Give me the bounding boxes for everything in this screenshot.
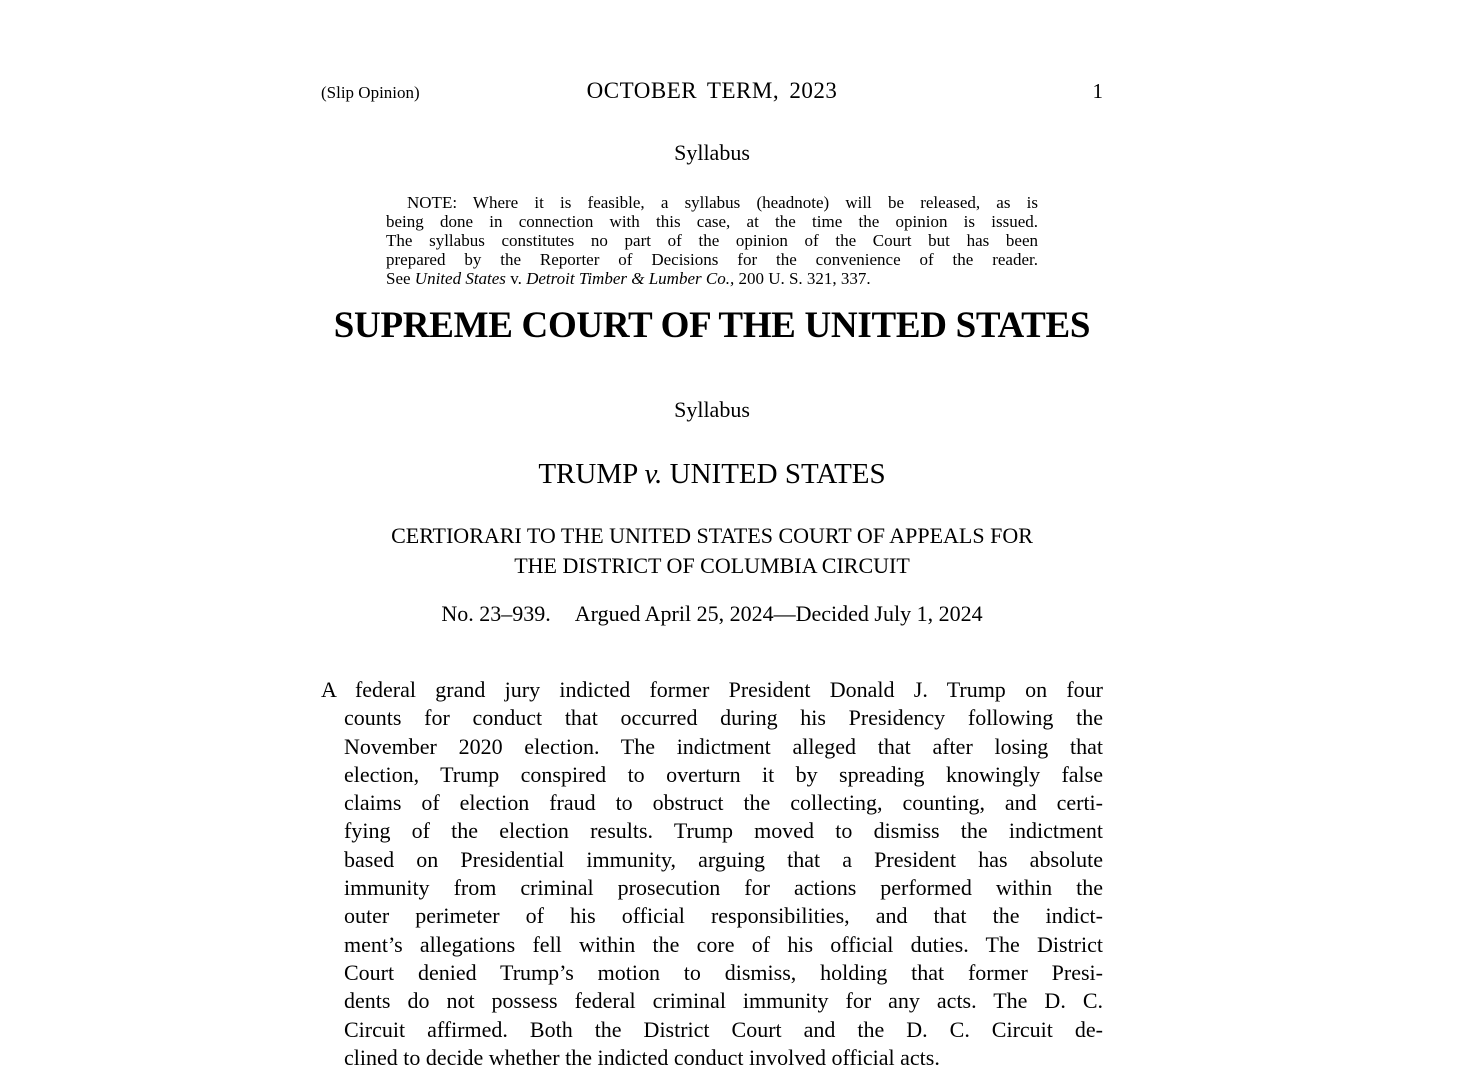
body-line: outer perimeter of his official responsibilities, and that the indict- [344, 903, 1103, 929]
body-line: fying of the election results. Trump moved to dismiss the indictment [344, 818, 1103, 844]
note-cite: 200 U. S. 321, 337. [734, 269, 871, 288]
petitioner: TRUMP [538, 458, 645, 490]
running-header [321, 78, 1103, 108]
body-line: based on Presidential immunity, arguing that a President has absolute [344, 846, 1103, 872]
docket-number: No. 23–939. [441, 601, 551, 626]
case-caption [321, 458, 1103, 491]
note-case-a: United States [414, 269, 506, 288]
body-line: claims of election fraud to obstruct the collecting, counting, and certi- [344, 790, 1103, 816]
body-line: A federal grand jury indicted former President Donald J. Trump on four [321, 677, 1103, 702]
body-line: immunity from criminal prosecution for actions performed within the [344, 875, 1103, 901]
note-line: The syllabus constitutes no part of the opinion of the Court but has been [386, 231, 1038, 250]
note-citation-line [386, 269, 1038, 288]
note-line: being done in connection with this case, at the time the opinion is issued. [386, 212, 1038, 231]
court-title: SUPREME COURT OF THE UNITED STATES [333, 305, 1091, 346]
body-line: counts for conduct that occurred during his Presidency following the [344, 705, 1103, 731]
syllabus-heading: Syllabus [674, 397, 750, 422]
body-line: Circuit affirmed. Both the District Court and the D. C. Circuit de- [344, 1016, 1103, 1042]
body-line: election, Trump conspired to overturn it by spreading knowingly false [344, 761, 1103, 787]
respondent: UNITED STATES [662, 458, 886, 490]
syllabus-body-paragraph [321, 676, 1103, 1072]
note-line: NOTE: Where it is feasible, a syllabus (headnote) will be released, as is [407, 193, 1038, 212]
note-case-b: Detroit Timber & Lumber Co., [526, 269, 735, 288]
note-see: See [386, 269, 415, 288]
certiorari-line-2: THE DISTRICT OF COLUMBIA CIRCUIT [514, 553, 910, 578]
argued-decided-dates: Argued April 25, 2024—Decided July 1, 2024 [574, 601, 983, 626]
certiorari-line-1: CERTIORARI TO THE UNITED STATES COURT OF APPEALS FOR [391, 523, 1033, 548]
syllabus-note [386, 193, 1038, 288]
certiorari-line [321, 521, 1103, 581]
body-line: Court denied Trump’s motion to dismiss, holding that former Presi- [344, 959, 1103, 985]
term-heading: OCTOBER TERM, 2023 [586, 78, 838, 103]
docket-line [321, 601, 1103, 627]
body-line: ment’s allegations fell within the core of his official duties. The District [344, 931, 1103, 957]
page-number: 1 [1092, 79, 1103, 103]
versus: v. [644, 458, 663, 490]
body-line: clined to decide whether the indicted conduct involved official acts. [344, 1044, 940, 1070]
slip-opinion-label: (Slip Opinion) [321, 83, 420, 102]
note-line: prepared by the Reporter of Decisions for the convenience of the reader. [386, 250, 1038, 269]
note-versus: v. [505, 269, 527, 288]
body-line: November 2020 election. The indictment alleged that after losing that [344, 733, 1103, 759]
document-page [321, 0, 1103, 1084]
syllabus-heading-top: Syllabus [674, 140, 750, 165]
body-line: dents do not possess federal criminal immunity for any acts. The D. C. [344, 988, 1103, 1014]
